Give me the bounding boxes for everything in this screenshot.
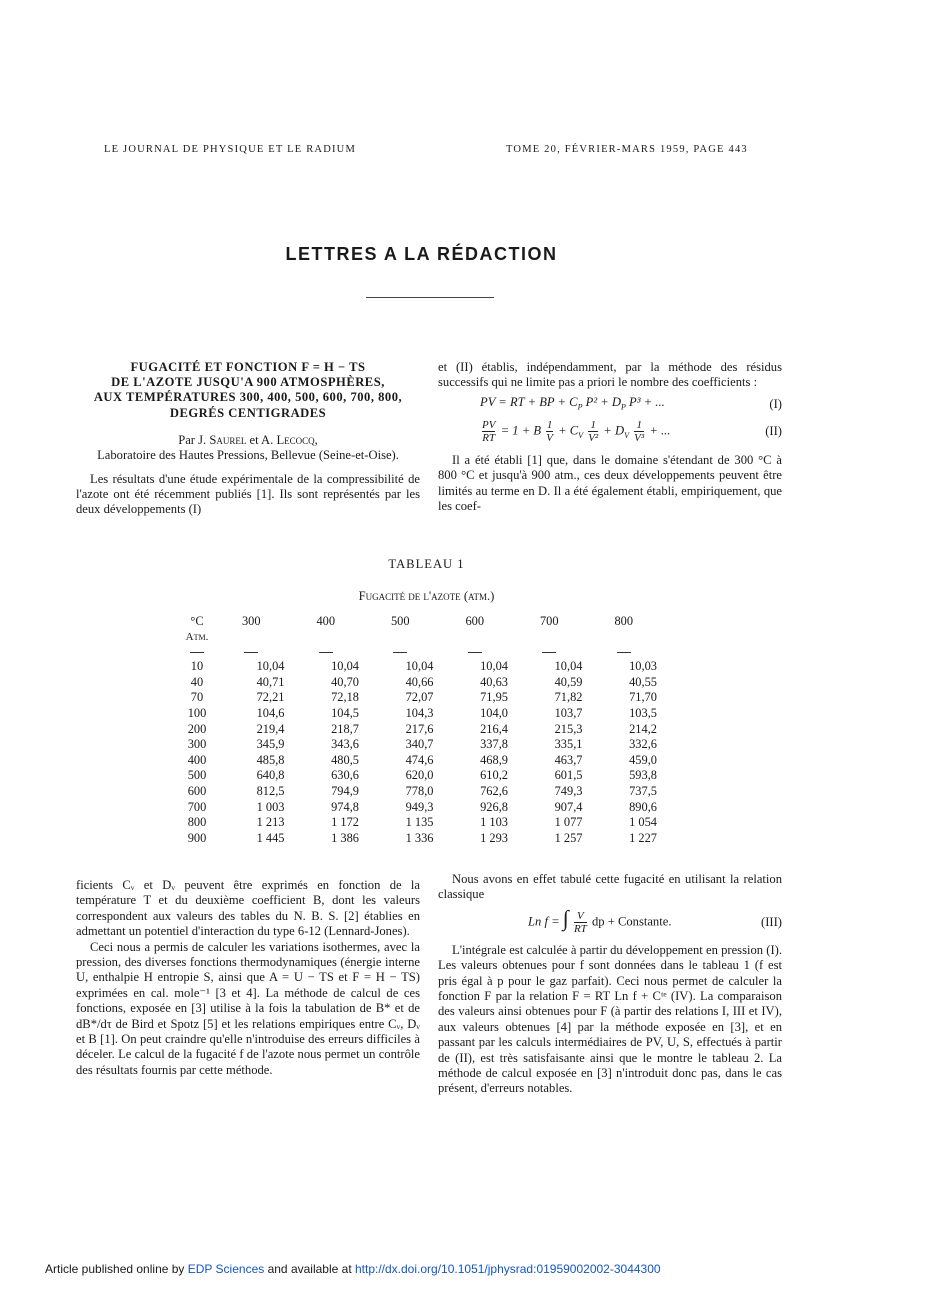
fugacity-cell: 104,5 [331, 706, 359, 721]
pression-cell: 400 [187, 752, 207, 767]
equation-ii [438, 415, 782, 449]
fugacity-cell: 762,6 [480, 784, 508, 799]
fugacity-cell: 104,3 [405, 706, 434, 721]
fugacity-cell: 216,4 [480, 721, 508, 736]
article-title-line-3: AUX TEMPÉRATURES 300, 400, 500, 600, 700, 800, [93, 390, 403, 405]
pression-cell: 70 [190, 690, 204, 705]
eq2-frac-3: $\frac{1}{\text{V³}}$ [634, 419, 645, 445]
equation-i-number: (I) [769, 397, 782, 412]
fugacity-cell: 630,6 [331, 768, 359, 783]
fugacity-cell: 1 336 [405, 830, 434, 845]
table-row [180, 831, 661, 847]
fugacity-cell: 10,04 [256, 659, 285, 674]
corner-degrees: °C [190, 614, 204, 628]
fugacity-cell: 480,5 [331, 752, 359, 767]
pression-cell: 10 [190, 659, 204, 674]
dash [180, 644, 214, 659]
fugacity-cell: 620,0 [405, 768, 434, 783]
pression-cell: 200 [187, 721, 207, 736]
left-column-bottom [76, 878, 420, 1078]
paragraph-domain: Il a été établi [1] que, dans le domaine s'étendant de 300 °C à 800 °C et jusqu'à 900 atm., ces deux développements peuvent être limités au terme en D. Il a été également établi, empiriquement, que les coef- [438, 452, 782, 514]
fugacity-cell: 1 135 [405, 815, 434, 830]
fugacity-cell: 1 445 [256, 830, 285, 845]
corner-atm: Atm. [185, 631, 209, 643]
table-row [180, 815, 661, 831]
table-row [180, 753, 661, 769]
paragraph-thermo: Ceci nous a permis de calculer les variations isothermes, avec la pression, des diverses fonctions thermodynamiques (énergie interne U, enthalpie H entropie S, ainsi que A = U − TS et F = H − TS) exprimées en cal. mole⁻¹ [3 et 4]. La méthode de calcul de ces fonctions, exposée en [3] utilise à la fois la tabulation de B* et de dB*/dτ de Bird et Spotz [5] et les relations empiriques entre Cᵥ, Dᵥ et B [1]. On peut craindre qu'elle n'introduise des erreurs difficiles à déceler. Le calcul de la fugacité f de l'azote nous permet un contrôle des résultats fournis par cette méthode. [76, 939, 420, 1077]
title-divider [366, 297, 494, 298]
eq1-tail: P³ + ... [629, 394, 665, 409]
fugacity-cell: 1 103 [480, 815, 508, 830]
eq2-frac-1: $\frac{1}{V}$ [546, 419, 553, 445]
fugacity-cell: 72,07 [405, 690, 434, 705]
affiliation: Laboratoire des Hautes Pressions, Bellevue (Seine-et-Oise). [97, 448, 399, 463]
col-header: 500 [390, 614, 410, 628]
fugacity-cell: 640,8 [256, 768, 285, 783]
eq1-rest: P² + D [585, 394, 621, 409]
fugacity-cell: 1 054 [629, 815, 657, 830]
table-row [180, 799, 661, 815]
eq2-frac-2: $\frac{1}{\text{V²}}$ [588, 419, 599, 445]
fugacity-table [180, 614, 661, 846]
article-title-line-4: DEGRÉS CENTIGRADES [169, 405, 327, 420]
table-row [180, 768, 661, 784]
table-row [180, 721, 661, 737]
fugacity-cell: 340,7 [405, 737, 434, 752]
fugacity-cell: 335,1 [554, 737, 583, 752]
pression-cell: 900 [187, 830, 207, 845]
eq3-fraction [574, 910, 587, 935]
dash [289, 644, 364, 659]
fugacity-cell: 1 386 [331, 830, 359, 845]
fugacity-cell: 332,6 [629, 737, 657, 752]
equation-ii-number: (II) [765, 424, 782, 439]
running-head-right: TOME 20, FÉVRIER-MARS 1959, PAGE 443 [506, 144, 748, 155]
fugacity-cell: 1 227 [629, 830, 657, 845]
equation-iii-number: (III) [761, 915, 782, 930]
fugacity-cell: 343,6 [331, 737, 359, 752]
fugacity-cell: 72,21 [256, 690, 285, 705]
pression-cell: 100 [187, 706, 207, 721]
pression-cell: 40 [190, 674, 204, 689]
fugacity-cell: 337,8 [480, 737, 508, 752]
fugacity-cell: 72,18 [331, 690, 359, 705]
fugacity-cell: 71,95 [480, 690, 508, 705]
fugacity-cell: 749,3 [554, 784, 583, 799]
eq2-tail: + ... [649, 423, 671, 438]
fugacity-cell: 10,04 [405, 659, 434, 674]
equation-i [438, 395, 782, 415]
fugacity-cell: 485,8 [256, 752, 285, 767]
fugacity-cell: 10,04 [554, 659, 583, 674]
left-column-top [76, 360, 420, 518]
pression-cell: 300 [187, 737, 207, 752]
table-caption: TABLEAU 1 [388, 557, 465, 571]
pression-cell: 700 [187, 799, 207, 814]
fugacity-cell: 40,66 [405, 674, 434, 689]
fugacity-cell: 890,6 [629, 799, 657, 814]
fugacity-cell: 601,5 [554, 768, 583, 783]
table-row [180, 659, 661, 675]
paragraph-tabulation: Nous avons en effet tabulé cette fugacité en utilisant la relation classique [438, 872, 782, 902]
fugacity-cell: 40,71 [256, 674, 285, 689]
col-header: 700 [539, 614, 559, 628]
fugacity-cell: 217,6 [405, 721, 434, 736]
equation-iii-expression [528, 905, 672, 936]
fugacity-cell: 474,6 [405, 752, 434, 767]
dash [587, 644, 662, 659]
fugacity-cell: 1 077 [554, 815, 583, 830]
footer-text-1: Article published online by [45, 1262, 188, 1276]
fugacity-cell: 1 293 [480, 830, 508, 845]
paragraph-intro: Les résultats d'une étude expérimentale de la compressibilité de l'azote ont été récemment publiés [1]. Ils sont représentés par les deux développements (I) [76, 471, 420, 517]
article-title [76, 360, 420, 421]
dash [438, 644, 513, 659]
table-row [180, 737, 661, 753]
author-2: Lecocq [276, 432, 315, 447]
paragraph-methods: et (II) établis, indépendamment, par la méthode des résidus successifs qui ne limite pas a priori le nombre des coefficients : [438, 360, 782, 390]
fugacity-cell: 104,0 [480, 706, 508, 721]
table-row [180, 784, 661, 800]
table-row [180, 690, 661, 706]
pression-cell: 500 [187, 768, 207, 783]
right-column-bottom [438, 872, 782, 1097]
eq3-den: RT [573, 923, 587, 936]
eq2-mid: = 1 + B [500, 423, 542, 438]
table-body [180, 659, 661, 846]
author-1: Saurel [209, 432, 247, 447]
fugacity-cell: 71,82 [554, 690, 583, 705]
dash [363, 644, 438, 659]
equation-iii [438, 903, 782, 943]
equation-i-expression: PV = RT + BP + $C_P$ $P^2 + D_P$ P³ + ... [480, 394, 665, 412]
running-head-left: LE JOURNAL DE PHYSIQUE ET LE RADIUM [104, 144, 356, 155]
pression-cell: 600 [187, 784, 207, 799]
fugacity-cell: 10,04 [480, 659, 508, 674]
fugacity-cell: 1 213 [256, 815, 285, 830]
fugacity-cell: 40,63 [480, 674, 508, 689]
table-header-row [180, 614, 661, 644]
eq2-lhs-num: PV [482, 419, 496, 432]
table-dash-row [180, 644, 661, 659]
eq3-lhs: Ln f = [528, 914, 560, 929]
fugacity-cell: 40,70 [331, 674, 359, 689]
authors-mid: et A. [246, 432, 277, 447]
pression-cell: 800 [187, 815, 207, 830]
col-header: 800 [614, 614, 634, 628]
paragraph-coefficients: ficients Cᵥ et Dᵥ peuvent être exprimés en fonction de la température T et du deuxième coefficient B, dont les valeurs correspondent aux valeurs des tables du N. B. S. [2] établies en admettant un potentiel d'interaction du type 6-12 (Lennard-Jones). [76, 878, 420, 939]
fugacity-cell: 463,7 [554, 752, 583, 767]
authors-prefix: Par J. [178, 432, 210, 447]
fugacity-cell: 926,8 [480, 799, 508, 814]
fugacity-cell: 794,9 [331, 784, 359, 799]
authors-suffix: , [314, 432, 318, 447]
col-header: 400 [316, 614, 336, 628]
integral-sign: ∫ [562, 905, 569, 931]
col-header: 600 [465, 614, 485, 628]
fugacity-cell: 1 003 [256, 799, 285, 814]
table-row [180, 706, 661, 722]
fugacity-cell: 103,5 [629, 706, 657, 721]
fugacity-cell: 218,7 [331, 721, 359, 736]
fugacity-cell: 610,2 [480, 768, 508, 783]
fugacity-cell: 1 257 [554, 830, 583, 845]
fugacity-cell: 812,5 [256, 784, 285, 799]
footer [45, 1262, 661, 1276]
footer-text-2: and available at [264, 1262, 355, 1276]
fugacity-cell: 40,59 [554, 674, 583, 689]
col-header: 300 [241, 614, 261, 628]
right-column-top [438, 360, 782, 514]
article-title-line-2: DE L'AZOTE JUSQU'A 900 ATMOSPHÈRES, [111, 375, 385, 390]
fugacity-cell: 71,70 [629, 690, 657, 705]
fugacity-cell: 219,4 [256, 721, 285, 736]
fugacity-cell: 10,04 [331, 659, 359, 674]
eq3-num: V [577, 910, 584, 923]
fugacity-cell: 214,2 [629, 721, 657, 736]
fugacity-cell: 345,9 [256, 737, 285, 752]
article-title-line-1: FUGACITÉ ET FONCTION F = H − TS [130, 360, 366, 374]
eq3-rest: dp + Constante. [591, 914, 672, 929]
eq2-lhs-den: RT [482, 432, 496, 445]
fugacity-cell: 459,0 [629, 752, 657, 767]
eq2-d: + D [603, 423, 625, 438]
fugacity-cell: 1 172 [331, 815, 359, 830]
section-title: LETTRES A LA RÉDACTION [285, 244, 558, 264]
fugacity-cell: 778,0 [405, 784, 434, 799]
fugacity-cell: 40,55 [629, 674, 657, 689]
fugacity-cell: 215,3 [554, 721, 583, 736]
equation-ii-expression: $\frac{PV}{RT}$ = 1 + B $\frac{1}{V}$ + $C_V$ $\frac{1}{\text{V²}}$ + $D_V$ $\frac{1}{\text{V³}}$ + ... [482, 419, 671, 445]
fugacity-cell: 593,8 [629, 768, 657, 783]
dash [512, 644, 587, 659]
fugacity-cell: 949,3 [405, 799, 434, 814]
eq1-lhs: PV = RT + BP + C [480, 394, 578, 409]
fugacity-cell: 907,4 [554, 799, 583, 814]
edp-sciences-link[interactable]: EDP Sciences [187, 1262, 265, 1276]
authors [76, 433, 420, 448]
dash [214, 644, 289, 659]
paragraph-integral: L'intégrale est calculée à partir du développement en pression (I). Les valeurs obtenues pour f sont données dans le tableau 1 (f est pris égal à p pour le gaz parfait). Ceci nous permet de calculer la fonction F par la relation F = RT Ln f + Cᵗᵉ (IV). La comparaison des valeurs ainsi obtenues pour F (à partir des relations I, III et IV), aux valeurs obtenues [4] par la méthode exposée en [3], et en passant par les calculs intermédiaires de PV, U, S, effectués à partir de (II), est très satisfaisante ainsi que le montre le tableau 2. La méthode de calcul exposée en [3] n'introduit donc pas, dans le cas présent, d'erreurs notables. [438, 942, 782, 1096]
table-row [180, 675, 661, 691]
eq2-c: + C [558, 423, 579, 438]
fugacity-cell: 10,03 [629, 659, 657, 674]
fugacity-cell: 974,8 [331, 799, 359, 814]
table-subcaption [0, 589, 853, 604]
table-subcaption-text: Fugacité de l'azote (atm.) [358, 589, 495, 603]
fugacity-cell: 737,5 [629, 784, 657, 799]
table-corner [180, 614, 214, 644]
doi-link[interactable]: http://dx.doi.org/10.1051/jphysrad:01959002002-3044300 [354, 1262, 661, 1276]
eq2-lhs-fraction [482, 419, 495, 444]
fugacity-cell: 103,7 [554, 706, 583, 721]
fugacity-cell: 468,9 [480, 752, 508, 767]
fugacity-cell: 104,6 [256, 706, 285, 721]
